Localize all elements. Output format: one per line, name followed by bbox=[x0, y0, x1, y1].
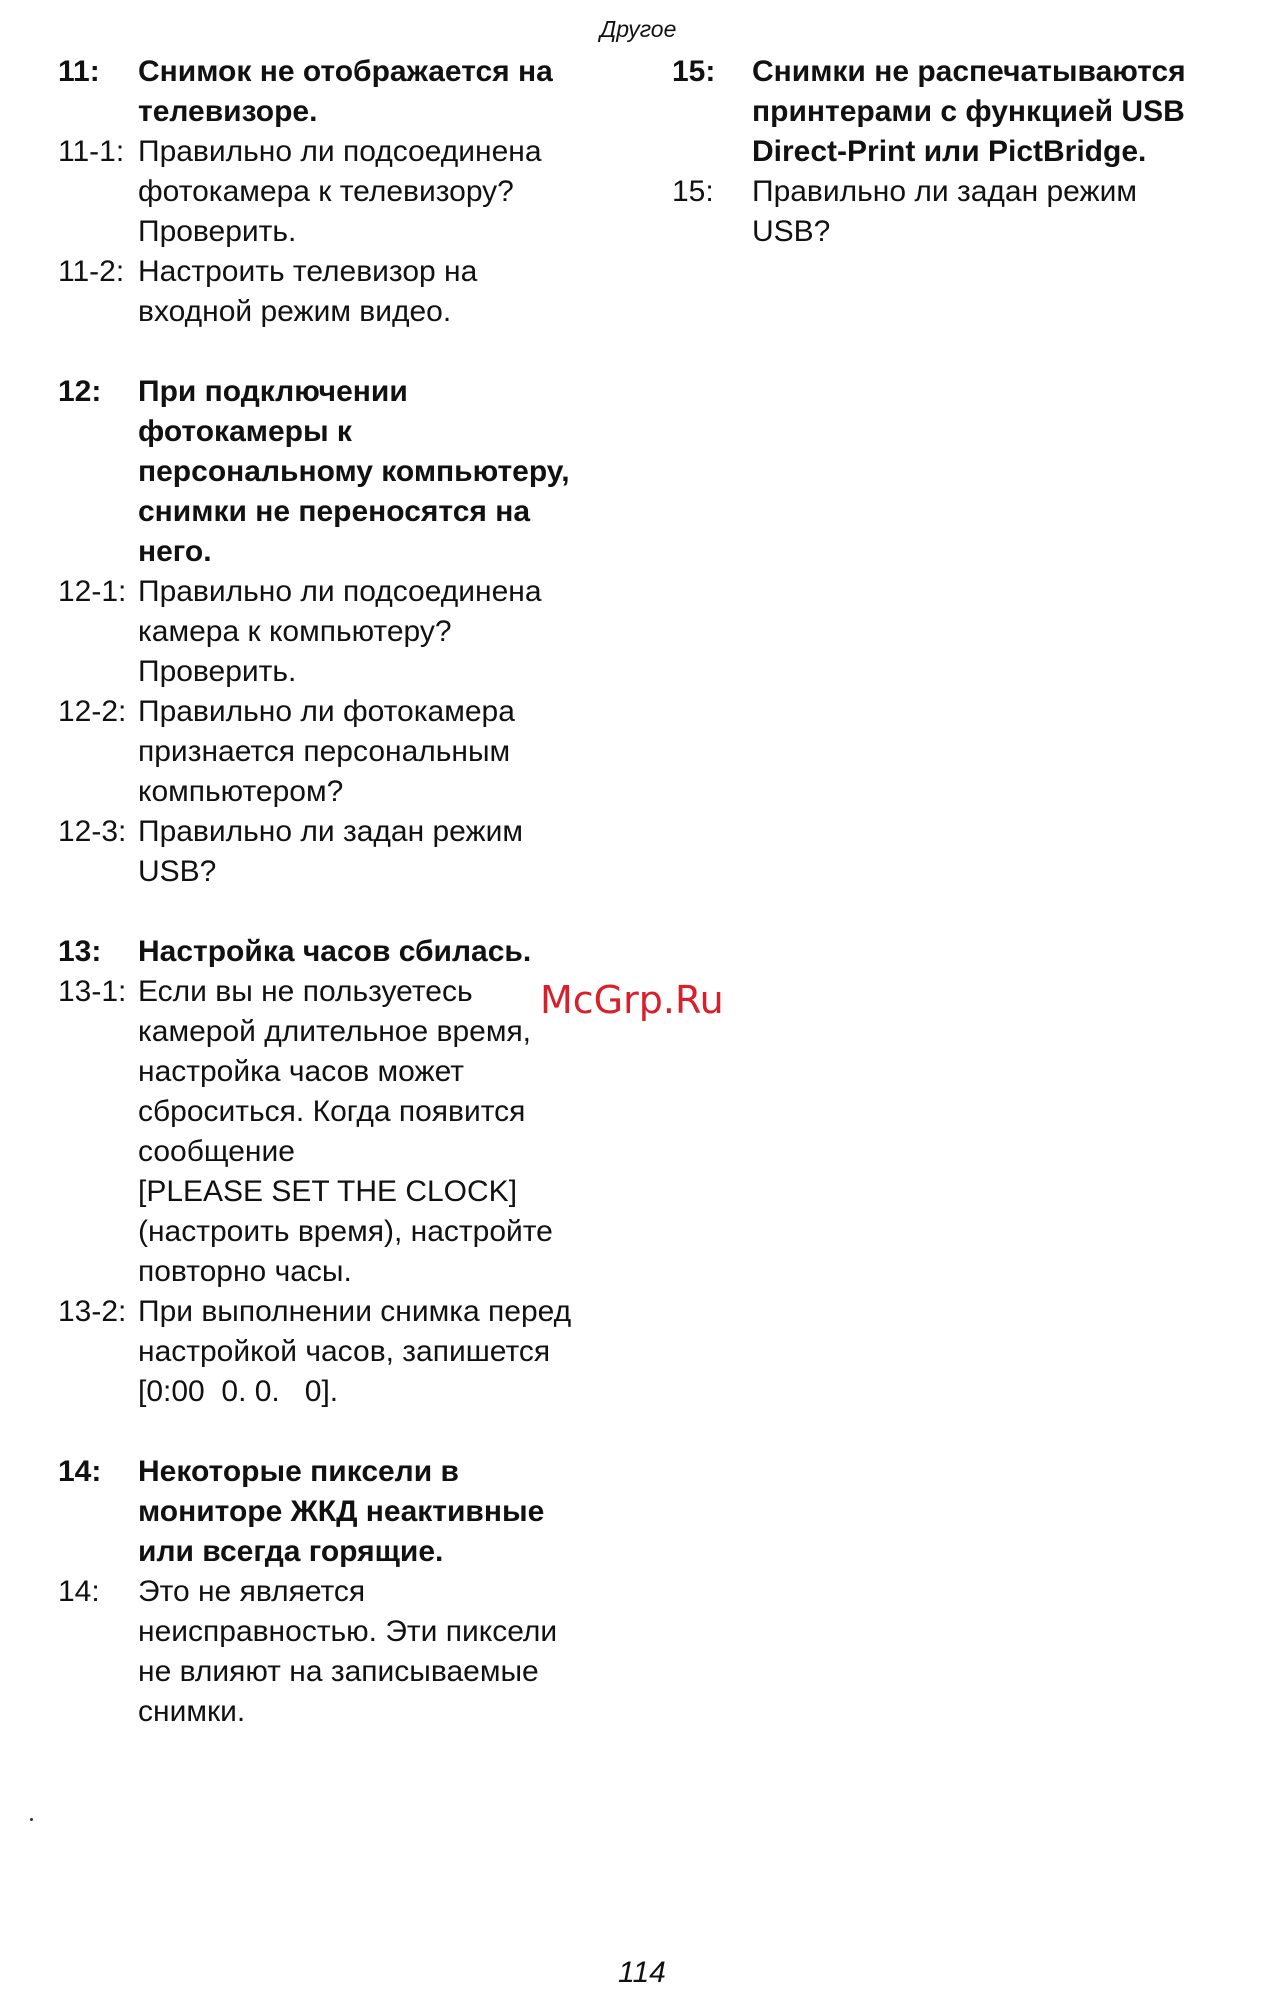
question-13 bbox=[58, 932, 628, 972]
entry-text: неисправностью. Эти пиксели bbox=[138, 1615, 558, 1648]
entry-text: Direct-Print или PictBridge. bbox=[752, 135, 1147, 168]
entry-text: сообщение bbox=[138, 1135, 295, 1168]
entry-number: 15: bbox=[672, 175, 714, 208]
entry-text: Проверить. bbox=[138, 215, 297, 248]
entry-text: USB? bbox=[752, 215, 831, 248]
entry-text: камера к компьютеру? bbox=[138, 615, 452, 648]
answer-11-2 bbox=[58, 252, 628, 332]
question-15 bbox=[672, 52, 1242, 172]
entry-text: [PLEASE SET THE CLOCK] bbox=[138, 1175, 518, 1208]
entry-number: 12-3: bbox=[58, 815, 127, 848]
entry-text: USB? bbox=[138, 855, 217, 888]
entry-text: Это не является bbox=[138, 1575, 366, 1608]
entry-text: Снимки не распечатываются bbox=[752, 55, 1186, 88]
entry-text: входной режим видео. bbox=[138, 295, 452, 328]
entry-number: 15: bbox=[672, 55, 716, 88]
entry-text: или всегда горящие. bbox=[138, 1535, 444, 1568]
entry-text: не влияют на записываемые bbox=[138, 1655, 539, 1688]
entry-text: телевизоре. bbox=[138, 95, 318, 128]
entry-text: Если вы не пользуетесь bbox=[138, 975, 473, 1008]
watermark-text: McGrp.Ru bbox=[540, 978, 724, 1022]
entry-text: При подключении bbox=[138, 375, 408, 408]
answer-12-2 bbox=[58, 692, 628, 812]
answer-15 bbox=[672, 172, 1242, 252]
entry-number: 14: bbox=[58, 1455, 102, 1488]
entry-number: 12-2: bbox=[58, 695, 127, 728]
entry-text: Проверить. bbox=[138, 655, 297, 688]
question-11 bbox=[58, 52, 628, 132]
answer-11-1 bbox=[58, 132, 628, 252]
entry-number: 14: bbox=[58, 1575, 100, 1608]
entry-text: камерой длительное время, bbox=[138, 1015, 532, 1048]
entry-text: Правильно ли подсоединена bbox=[138, 135, 542, 168]
answer-12-1 bbox=[58, 572, 628, 692]
entry-number: 11: bbox=[58, 55, 100, 88]
question-14 bbox=[58, 1452, 628, 1572]
entry-text: настройкой часов, запишется bbox=[138, 1335, 551, 1368]
entry-text: него. bbox=[138, 535, 212, 568]
entry-text: принтерами с функцией USB bbox=[752, 95, 1185, 128]
entry-text: повторно часы. bbox=[138, 1255, 352, 1288]
entry-number: 12: bbox=[58, 375, 102, 408]
entry-number: 11-2: bbox=[58, 255, 125, 288]
entry-text: фотокамера к телевизору? bbox=[138, 175, 514, 208]
entry-text: При выполнении снимка перед bbox=[138, 1295, 572, 1328]
entry-text: снимки. bbox=[138, 1695, 246, 1728]
scan-speck bbox=[30, 1818, 33, 1821]
entry-text: сброситься. Когда появится bbox=[138, 1095, 526, 1128]
entry-number: 11-1: bbox=[58, 135, 125, 168]
entry-text: Некоторые пиксели в bbox=[138, 1455, 459, 1488]
answer-12-3 bbox=[58, 812, 628, 892]
entry-text: фотокамеры к bbox=[138, 415, 352, 448]
entry-number: 13-2: bbox=[58, 1295, 127, 1328]
entry-text: Настройка часов сбилась. bbox=[138, 935, 532, 968]
entry-number: 13-1: bbox=[58, 975, 127, 1008]
answer-14 bbox=[58, 1572, 628, 1732]
entry-text: персональному компьютеру, bbox=[138, 455, 570, 488]
entry-number: 12-1: bbox=[58, 575, 127, 608]
entry-text: настройка часов может bbox=[138, 1055, 465, 1088]
entry-text: Правильно ли подсоединена bbox=[138, 575, 542, 608]
right-column bbox=[672, 52, 1242, 252]
left-column bbox=[58, 52, 628, 1732]
entry-text: Правильно ли задан режим bbox=[138, 815, 523, 848]
entry-text: Настроить телевизор на bbox=[138, 255, 478, 288]
entry-text: мониторе ЖКД неактивные bbox=[138, 1495, 545, 1528]
section-header: Другое bbox=[600, 16, 677, 42]
entry-text: Правильно ли задан режим bbox=[752, 175, 1137, 208]
question-12 bbox=[58, 372, 628, 572]
entry-text: признается персональным bbox=[138, 735, 511, 768]
entry-text: Правильно ли фотокамера bbox=[138, 695, 515, 728]
page-number: 114 bbox=[618, 1956, 666, 1989]
entry-text: компьютером? bbox=[138, 775, 344, 808]
entry-text: Снимок не отображается на bbox=[138, 55, 553, 88]
entry-number: 13: bbox=[58, 935, 102, 968]
entry-text: [0:00 0. 0. 0]. bbox=[138, 1375, 339, 1408]
entry-text: снимки не переносятся на bbox=[138, 495, 531, 528]
entry-text: (настроить время), настройте bbox=[138, 1215, 553, 1248]
answer-13-2 bbox=[58, 1292, 628, 1412]
